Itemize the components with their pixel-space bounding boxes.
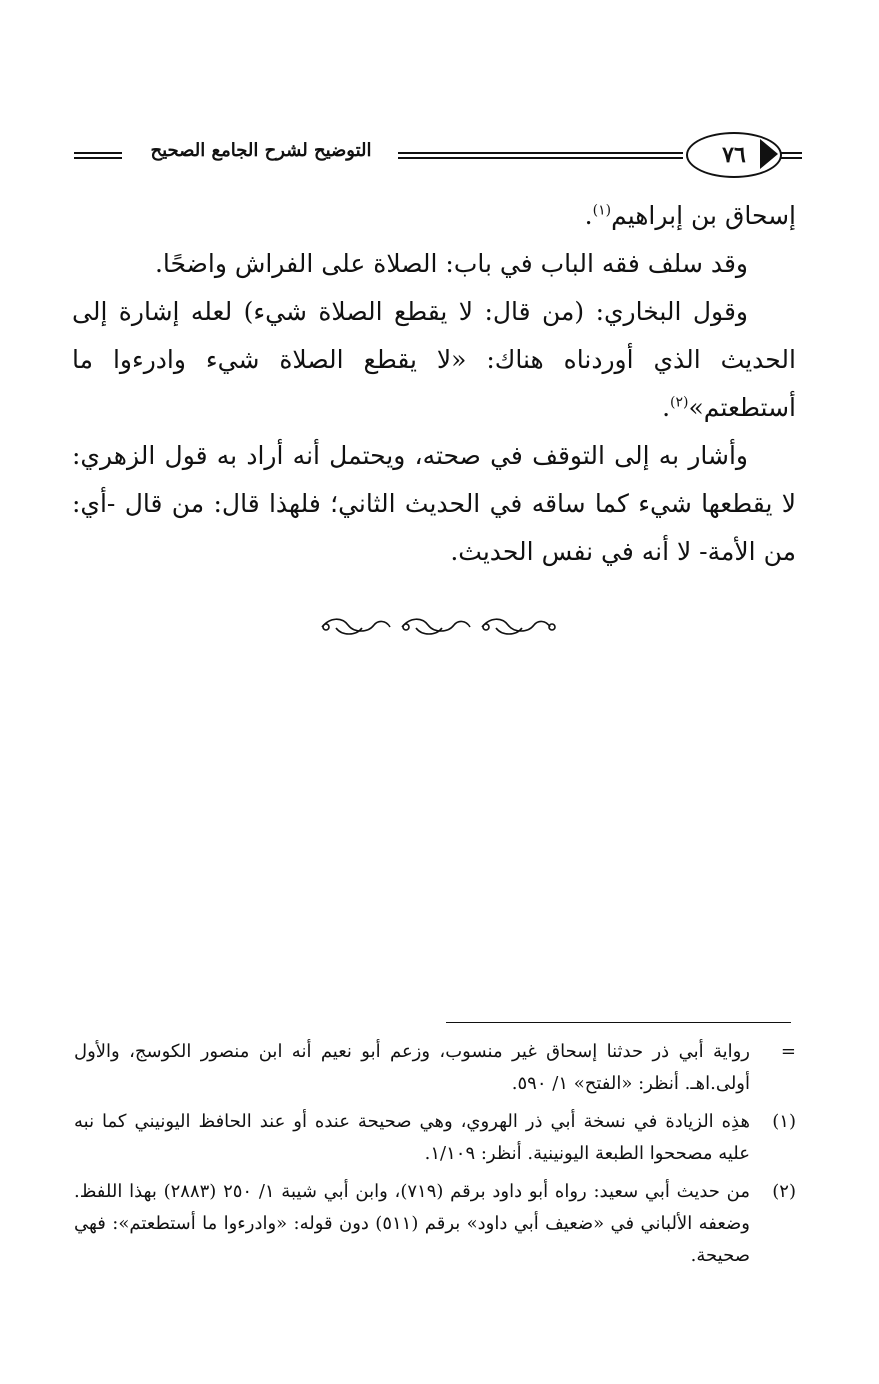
header-rule-right — [780, 152, 802, 159]
ornament-divider — [318, 612, 558, 642]
footnote-text: هذِه الزيادة في نسخة أبي ذر الهروي، وهي صحيحة عنده أو عند الحافظ اليونيني كما نبه عليه مصححوا الطبعة اليونينية. أنظر: ١/١٠٩. — [74, 1111, 750, 1164]
footnote-text: رواية أبي ذر حدثنا إسحاق غير منسوب، وزعم أبو نعيم أنه ابن منصور الكوسج، والأول أولى.اهـ. أنظر: «الفتح» ١/ ٥٩٠. — [74, 1041, 750, 1094]
footnote-marker: = — [780, 1041, 796, 1062]
paragraph-1-text: إسحاق بن إبراهيم — [611, 201, 796, 230]
paragraph-3 — [72, 288, 796, 432]
header-rule-left — [74, 152, 122, 159]
page-badge-pointer — [760, 139, 778, 169]
running-title: التوضيح لشرح الجامع الصحيح — [150, 140, 372, 161]
page-number: ٧٦ — [722, 142, 746, 168]
paragraph-3-end: . — [662, 393, 671, 422]
footnotes — [74, 1036, 796, 1278]
footnote-marker: (١) — [772, 1111, 796, 1132]
main-text — [72, 192, 796, 576]
footnote-continuation — [74, 1036, 796, 1100]
ornament-flourish-center — [402, 619, 470, 634]
footnote-separator — [446, 1022, 791, 1023]
footnote-2 — [74, 1176, 796, 1272]
paragraph-1-end: . — [584, 201, 593, 230]
paragraph-4: وأشار به إلى التوقف في صحته، ويحتمل أنه أراد به قول الزهري: لا يقطعها شيء كما ساقه في الحديث الثاني؛ فلهذا قال: من قال -أي: من الأمة- لا أنه في نفس الحديث. — [72, 441, 796, 566]
header-rule-middle — [398, 152, 683, 159]
ornament-flourish-right — [482, 619, 555, 634]
paragraph-1 — [72, 192, 796, 240]
footnote-marker: (٢) — [772, 1181, 796, 1202]
footnote-1 — [74, 1106, 796, 1170]
running-header — [70, 132, 800, 180]
footnote-ref-1: (١) — [592, 202, 612, 219]
footnote-ref-2: (٢) — [670, 394, 689, 411]
paragraph-2: وقد سلف فقه الباب في باب: الصلاة على الفراش واضحًا. — [154, 249, 748, 278]
ornament-flourish-left — [322, 619, 390, 634]
footnote-text: من حديث أبي سعيد: رواه أبو داود برقم (٧١٩)، وابن أبي شيبة ١/ ٢٥٠ (٢٨٨٣) بهذا اللفظ. وضعفه الألباني في «ضعيف أبي داود» برقم (٥١١) دون قوله: «وادرءوا ما أستطعتم»: فهي صحيحة. — [74, 1181, 751, 1266]
paragraph-3-text: وقول البخاري: (من قال: لا يقطع الصلاة شيء) لعله إشارة إلى الحديث الذي أوردناه هناك: «لا يقطع الصلاة شيء وادرءوا ما أستطعتم» — [72, 297, 796, 422]
